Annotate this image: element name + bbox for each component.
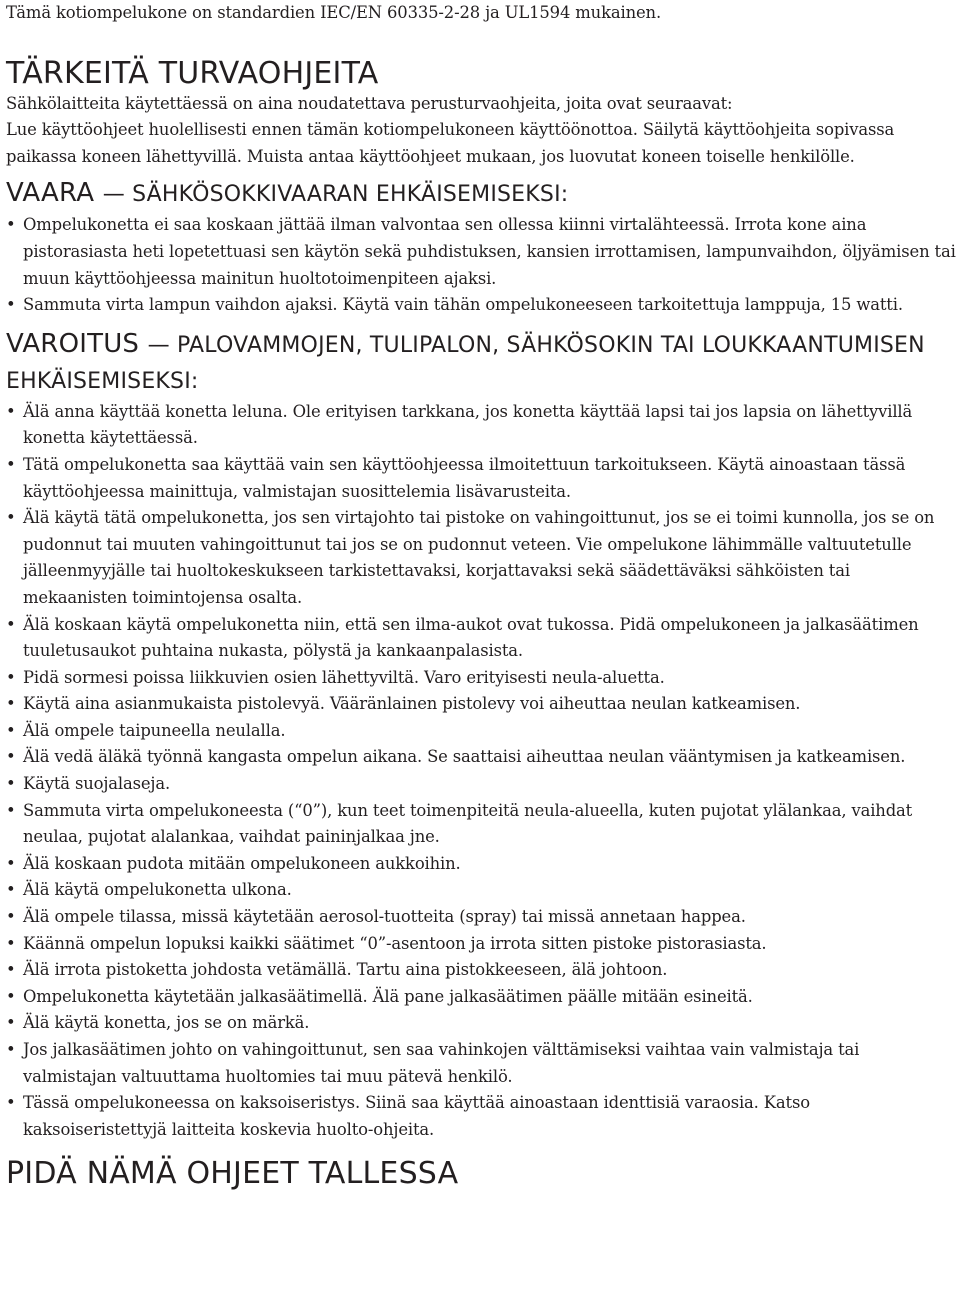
- warning-item-11: • Älä koskaan pudota mitään ompelukoneen aukkoihin.: [6, 851, 956, 878]
- warning-heading-rest: — PALOVAMMOJEN, TULIPALON, SÄHKÖSOKIN TAI LOUKKAANTUMISEN EHKÄISEMISEKSI:: [6, 332, 925, 394]
- warning-heading-lead: VAROITUS: [6, 328, 140, 359]
- safety-title: TÄRKEITÄ TURVAOHJEITA: [6, 55, 379, 91]
- warning-item-7: • Älä ompele taipuneella neulalla.: [6, 718, 956, 745]
- warning-list: [6, 399, 956, 1144]
- danger-item-1: • Ompelukonetta ei saa koskaan jättää ilman valvontaa sen ollessa kiinni virtalähteessä. Irrota kone aina pistorasiasta heti lopetettuasi sen käytön sekä puhdistuksen, kansien irrottamisen, lampunvaihdon, öljyämisen tai muun käyttöohjeessa mainitun huoltotoimenpiteen ajaksi.: [6, 212, 956, 292]
- warning-item-12: • Älä käytä ompelukonetta ulkona.: [6, 877, 956, 904]
- safety-paragraph-2: Lue käyttöohjeet huolellisesti ennen tämän kotiompelukoneen käyttöönottoa. Säilytä käyttöohjeita sopivassa paikassa koneen lähettyvillä. Muista antaa käyttöohjeet mukaan, jos luovutat koneen toiselle henkilölle.: [6, 120, 895, 166]
- warning-item-2: • Tätä ompelukonetta saa käyttää vain sen käyttöohjeessa ilmoitettuun tarkoitukseen. Käytä ainoastaan tässä käyttöohjeessa mainittuja, valmistajan suosittelemia lisävarusteita.: [6, 452, 956, 505]
- danger-heading-rest: — SÄHKÖSOKKIVAARAN EHKÄISEMISEKSI:: [102, 182, 569, 208]
- standards-statement: Tämä kotiompelukone on standardien IEC/EN 60335-2-28 ja UL1594 mukainen.: [6, 3, 661, 22]
- warning-item-13: • Älä ompele tilassa, missä käytetään aerosol-tuotteita (spray) tai missä annetaan happea.: [6, 904, 956, 931]
- danger-heading-lead: VAARA: [6, 178, 95, 209]
- danger-list: [6, 212, 956, 318]
- warning-item-4: • Älä koskaan käytä ompelukonetta niin, että sen ilma-aukot ovat tukossa. Pidä ompelukoneen ja jalkasäätimen tuuletusaukot puhtaina nukasta, pölystä ja kankaanpalasista.: [6, 612, 956, 665]
- safety-intro: [6, 91, 956, 171]
- warning-item-10: • Sammuta virta ompelukoneesta (“0”), kun teet toimenpiteitä neula-alueella, kuten pujotat ylälankaa, vaihdat neulaa, pujotat alalankaa, vaihdat paininjalkaa jne.: [6, 798, 956, 851]
- warning-item-3: • Älä käytä tätä ompelukonetta, jos sen virtajohto tai pistoke on vahingoittunut, jos se ei toimi kunnolla, jos se on pudonnut tai muuten vahingoittunut tai jos se on pudonnut veteen. Vie ompelukone lähimmälle valtuutetulle jälleenmyyjälle tai huoltokeskukseen tarkistettavaksi, korjattavaksi sekä säädettäväksi sähköisten tai mekaanisten toimintojensa osalta.: [6, 505, 956, 611]
- warning-item-1: • Älä anna käyttää konetta leluna. Ole erityisen tarkkana, jos konetta käyttää lapsi tai jos lapsia on lähettyvillä konetta käytettäessä.: [6, 399, 956, 452]
- warning-item-15: • Älä irrota pistoketta johdosta vetämällä. Tartu aina pistokkeeseen, älä johtoon.: [6, 957, 956, 984]
- safety-paragraph-1: Sähkölaitteita käytettäessä on aina noudatettava perusturvaohjeita, joita ovat seuraavat:: [6, 93, 733, 113]
- warning-item-16: • Ompelukonetta käytetään jalkasäätimellä. Älä pane jalkasäätimen päälle mitään esineitä.: [6, 984, 956, 1011]
- warning-item-14: • Käännä ompelun lopuksi kaikki säätimet “0”-asentoon ja irrota sitten pistoke pistorasiasta.: [6, 931, 956, 958]
- warning-item-18: • Jos jalkasäätimen johto on vahingoittunut, sen saa vahinkojen välttämiseksi vaihtaa vain valmistaja tai valmistajan valtuuttama huoltomies tai muu pätevä henkilö.: [6, 1037, 956, 1090]
- warning-item-5: • Pidä sormesi poissa liikkuvien osien lähettyviltä. Varo erityisesti neula-aluetta.: [6, 665, 956, 692]
- warning-item-17: • Älä käytä konetta, jos se on märkä.: [6, 1010, 956, 1037]
- warning-item-19: • Tässä ompelukoneessa on kaksoiseristys. Siinä saa käyttää ainoastaan identtisiä varaosia. Katso kaksoiseristettyjä laitteita koskevia huolto-ohjeita.: [6, 1090, 956, 1143]
- warning-item-6: • Käytä aina asianmukaista pistolevyä. Vääränlainen pistolevy voi aiheuttaa neulan katkeamisen.: [6, 691, 956, 718]
- warning-item-9: • Käytä suojalaseja.: [6, 771, 956, 798]
- warning-heading: [6, 327, 956, 399]
- warning-item-8: • Älä vedä äläkä työnnä kangasta ompelun aikana. Se saattaisi aiheuttaa neulan vääntymisen ja katkeamisen.: [6, 744, 956, 771]
- danger-heading: [6, 178, 956, 210]
- keep-instructions-title: PIDÄ NÄMÄ OHJEET TALLESSA: [6, 1156, 459, 1192]
- danger-item-2: • Sammuta virta lampun vaihdon ajaksi. Käytä vain tähän ompelukoneeseen tarkoitettuja lamppuja, 15 watti.: [6, 292, 956, 319]
